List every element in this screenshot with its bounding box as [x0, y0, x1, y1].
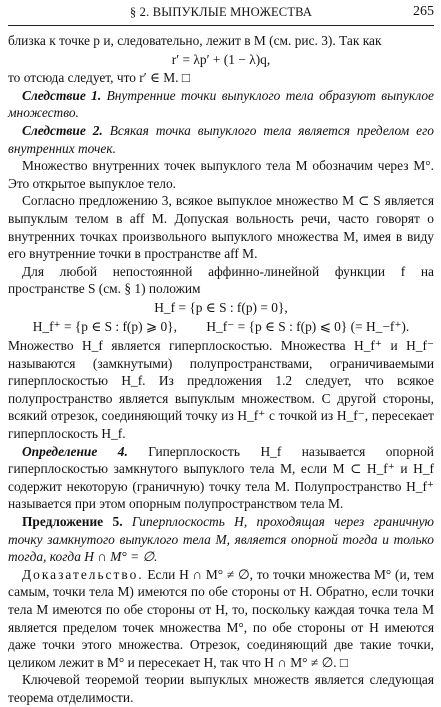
paragraph: Множество H_f является гиперплоскостью. Множества H_f⁺ и H_f⁻ называются (замкнутыми) полупространствами, ограничиваемыми гиперплоскостью H_f. Из предложения 1.2 следует, что всякое полупространство является выпуклым множеством. С другой стороны, всякий отрезок, соединяющий точку из H_f⁺ с точкой из H_f⁻, пересекает гиперплоскость H_f. — [8, 338, 434, 442]
corollary-1 — [8, 87, 434, 122]
corollary-1-title: Следствие 1. — [22, 87, 102, 103]
paragraph: Для любой непостоянной аффинно-линейной функции f на пространстве S (см. § 1) положим — [8, 263, 434, 297]
proposition-5-title: Предложение 5. — [22, 514, 123, 530]
corollary-2-text: Всякая точка выпуклого тела является пределом его внутренних точек. — [8, 122, 434, 156]
book-page — [0, 3, 441, 705]
formula-halfspaces — [8, 318, 434, 336]
paragraph: то отсюда следует, что r′ ∈ M. □ — [8, 70, 190, 86]
paragraph: близка к точке p и, следовательно, лежит в M (см. рис. 3). Так как — [8, 33, 382, 48]
formula-halfspace-plus: H_f⁺ = {p ∈ S : f(p) ⩾ 0}, — [32, 318, 177, 334]
corollary-2 — [8, 122, 434, 157]
formula-halfspace-minus: H_f⁻ = {p ∈ S : f(p) ⩽ 0} (= H_−f⁺). — [206, 318, 410, 334]
proof-text: Если H ∩ M° ≠ ∅, то точки множества M° (и, тем самым, точки тела M) имеются по обе стороны от H. Обратно, если точки тела M имеются по обе стороны от H, то, поскольку каждая точка тела M является пределом точек множества M°, по обе стороны от H имеются даже точки этого множества. Отрезок, соединяющий две такие точки, целиком лежит в M° и пересекает H, так что H ∩ M° ≠ ∅. □ — [8, 566, 434, 670]
proof — [8, 566, 434, 672]
proof-title: Доказательство. — [22, 566, 144, 582]
formula: r′ = λp′ + (1 − λ)q, — [171, 51, 271, 67]
corollary-1-text: Внутренние точки выпуклого тела образуют выпуклое множество. — [8, 87, 434, 121]
definition-4 — [8, 443, 434, 513]
paragraph: Согласно предложению 3, всякое выпуклое множество M ⊂ S является выпуклым телом в aff M. Допуская вольность речи, часто говорят о внутренних точках произвольного выпуклого множества M, имея в виду его внутренние точки в пространстве aff M. — [8, 193, 434, 262]
section-header: § 2. ВЫПУКЛЫЕ МНОЖЕСТВА — [129, 5, 313, 19]
proposition-5 — [8, 513, 434, 566]
definition-4-title: Определение 4. — [22, 443, 128, 459]
definition-4-text: Гиперплоскость H_f называется опорной гиперплоскостью замкнутого выпуклого тела M, если M ⊂ H_f⁺ и H_f содержит некоторую (граничную) точку тела M. Полупространство H_f⁺ называется при этом опорным полупространством тела M. — [8, 443, 434, 512]
proposition-5-text: Гиперплоскость H, проходящая через граничную точку замкнутого выпуклого тела M, является опорной тогда и только тогда, когда H ∩ M° = ∅. — [8, 514, 434, 565]
paragraph: Множество внутренних точек выпуклого тела M обозначим через M°. Это открытое выпуклое тело. — [8, 158, 434, 191]
page-number: 265 — [413, 4, 434, 19]
paragraph: Ключевой теоремой теории выпуклых множеств является следующая теорема отделимости. — [8, 672, 434, 705]
corollary-2-title: Следствие 2. — [22, 122, 103, 138]
formula-hyperplane: H_f = {p ∈ S : f(p) = 0}, — [154, 299, 288, 315]
running-head — [8, 3, 434, 26]
body-text — [8, 32, 434, 707]
